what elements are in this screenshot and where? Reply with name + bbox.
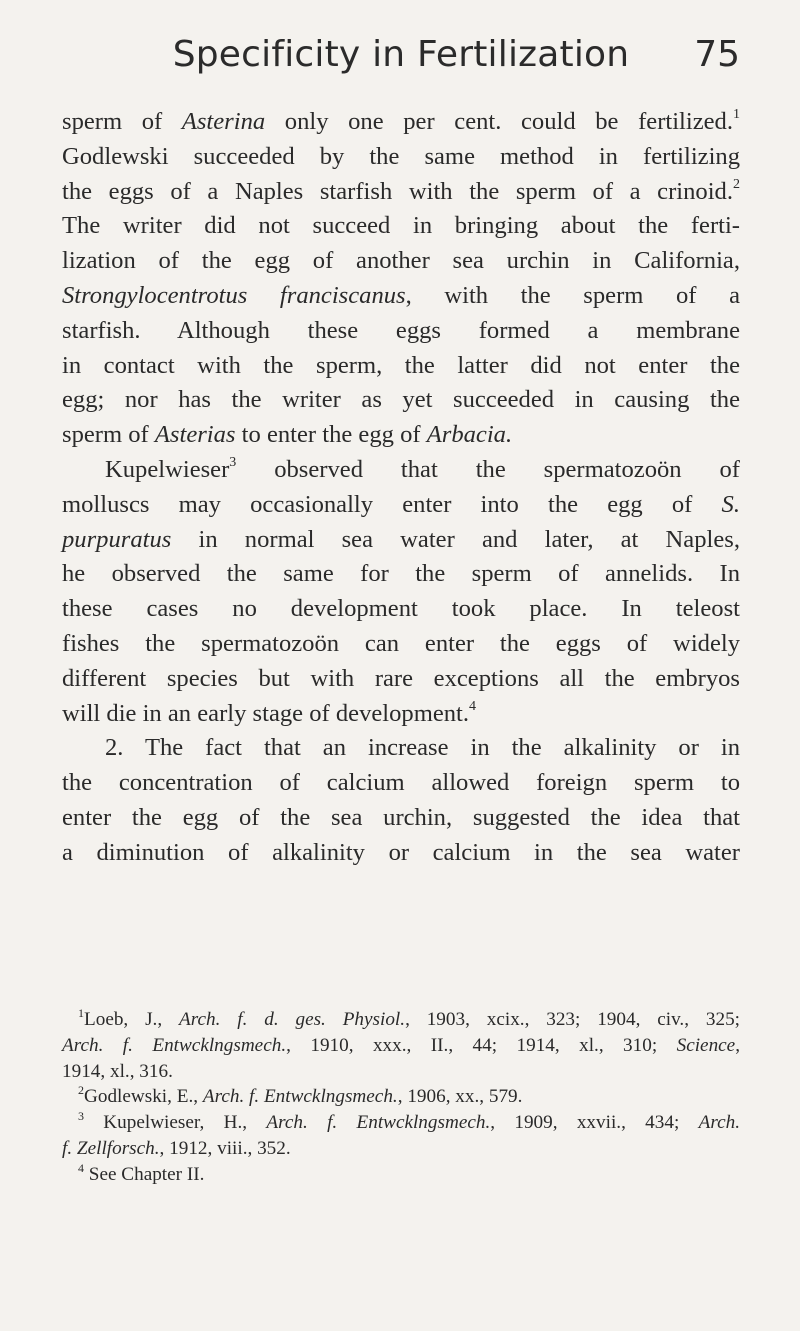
text-run: 1914, xl., 316. [62, 1060, 173, 1082]
text-line [62, 488, 740, 523]
text-run: See Chapter II. [84, 1163, 205, 1185]
italic-text: S. [721, 490, 740, 518]
footnote-line [62, 1007, 740, 1033]
text-line [62, 801, 740, 836]
text-run: in contact with the sperm, the latter did not enter the [62, 351, 740, 379]
running-head [62, 34, 740, 82]
italic-text: Arbacia. [426, 421, 513, 449]
text-run: the eggs of a Naples starfish with the sperm of a crinoid. [62, 177, 733, 205]
text-run: , 1909, xxvii., 434; [490, 1112, 699, 1134]
italic-text: purpuratus [62, 525, 172, 553]
footnote-marker: 3 [229, 454, 237, 470]
text-line [62, 349, 740, 384]
text-run: , 1912, viii., 352. [159, 1137, 291, 1159]
italic-text: Arch. f. Entwcklngsmech. [62, 1034, 287, 1056]
text-run: Godlewski, E., [84, 1086, 203, 1108]
text-line [62, 766, 740, 801]
text-run: a diminution of alkalinity or calcium in the sea water [62, 838, 740, 866]
footnote-line [62, 1162, 740, 1188]
text-run: molluscs may occasionally enter into the egg of [62, 490, 722, 518]
footnote-marker: 2 [733, 176, 740, 192]
text-line [62, 209, 740, 244]
text-run: , 1906, xx., 579. [397, 1086, 523, 1108]
text-line [62, 244, 740, 279]
text-line [62, 418, 740, 453]
text-run: Godlewski succeeded by the same method in fertilizing [62, 142, 740, 170]
footnote-marker: 1 [78, 1006, 84, 1020]
text-run: different species but with rare exceptions all the embryos [62, 664, 740, 692]
running-title: Specificity in Fertilization [172, 34, 630, 75]
text-line [62, 140, 740, 175]
text-run: fishes the spermatozoön can enter the eggs of widely [62, 629, 740, 657]
text-run: in normal sea water and later, at Naples, [171, 525, 740, 553]
text-run: sperm of [62, 421, 155, 449]
italic-text: Science [676, 1034, 736, 1056]
italic-text: Asterias [154, 421, 236, 449]
footnote-marker: 2 [78, 1083, 84, 1098]
text-run: he observed the same for the sperm of annelids. In [62, 560, 740, 588]
text-run: 2. The fact that an increase in the alkalinity or in [105, 734, 740, 762]
text-run: only one per cent. could be fertilized. [265, 108, 733, 135]
text-run: enter the egg of the sea urchin, suggested the idea that [62, 803, 740, 831]
text-run: egg; nor has the writer as yet succeeded in causing the [62, 386, 740, 414]
text-run: will die in an early stage of development. [62, 699, 470, 727]
italic-text: Arch. f. d. ges. Physiol. [179, 1009, 406, 1030]
text-run: Kupelwieser, H., [84, 1112, 267, 1134]
text-run: , 1910, xxx., II., 44; 1914, xl., 310; [286, 1034, 677, 1056]
footnotes [62, 1007, 740, 1188]
body-text [62, 105, 740, 871]
text-run: Kupelwieser [105, 455, 230, 483]
footnote-marker: 4 [78, 1160, 84, 1175]
italic-text: Arch. f. Entwcklngsmech. [202, 1086, 398, 1108]
text-line [62, 314, 740, 349]
italic-text: Arch. f. Entwcklngsmech. [266, 1112, 491, 1134]
text-line [62, 592, 740, 627]
italic-text: f. Zellforsch. [62, 1137, 160, 1159]
footnote-line [62, 1084, 740, 1110]
text-line [62, 697, 740, 732]
text-run: The writer did not succeed in bringing about the ferti- [62, 212, 740, 240]
text-run: , with the sperm of a [405, 281, 740, 309]
text-line [62, 627, 740, 662]
text-run: the concentration of calcium allowed foreign sperm to [62, 769, 740, 797]
text-line [62, 175, 740, 210]
text-line [62, 662, 740, 697]
text-run: lization of the egg of another sea urchin in California, [62, 247, 740, 275]
text-line [62, 279, 740, 314]
footnote-marker: 3 [78, 1109, 84, 1124]
page-number: 75 [694, 34, 740, 75]
text-run: to enter the egg of [235, 421, 427, 449]
text-run: observed that the spermatozoön of [236, 455, 740, 483]
footnote-marker: 4 [469, 698, 477, 714]
footnote-line [62, 1059, 740, 1085]
text-line [62, 383, 740, 418]
text-line [62, 731, 740, 766]
text-line [62, 836, 740, 871]
text-run: Loeb, J., [84, 1009, 179, 1030]
text-line [62, 453, 740, 488]
text-run: , 1903, xcix., 323; 1904, civ., 325; [405, 1009, 740, 1030]
text-line [62, 557, 740, 592]
footnote-line [62, 1136, 740, 1162]
text-run: starfish. Although these eggs formed a membrane [62, 316, 740, 344]
text-run: these cases no development took place. In teleost [62, 595, 740, 623]
text-line [62, 523, 740, 558]
footnote-line [62, 1033, 740, 1059]
italic-text: Strongylocentrotus franciscanus [62, 281, 406, 309]
italic-text: Arch. [698, 1112, 740, 1134]
footnote-marker: 1 [733, 107, 740, 122]
text-line [62, 105, 740, 140]
italic-text: Asterina [181, 108, 266, 135]
footnote-line [62, 1110, 740, 1136]
text-run: sperm of [62, 108, 182, 135]
text-run: , [735, 1034, 740, 1056]
